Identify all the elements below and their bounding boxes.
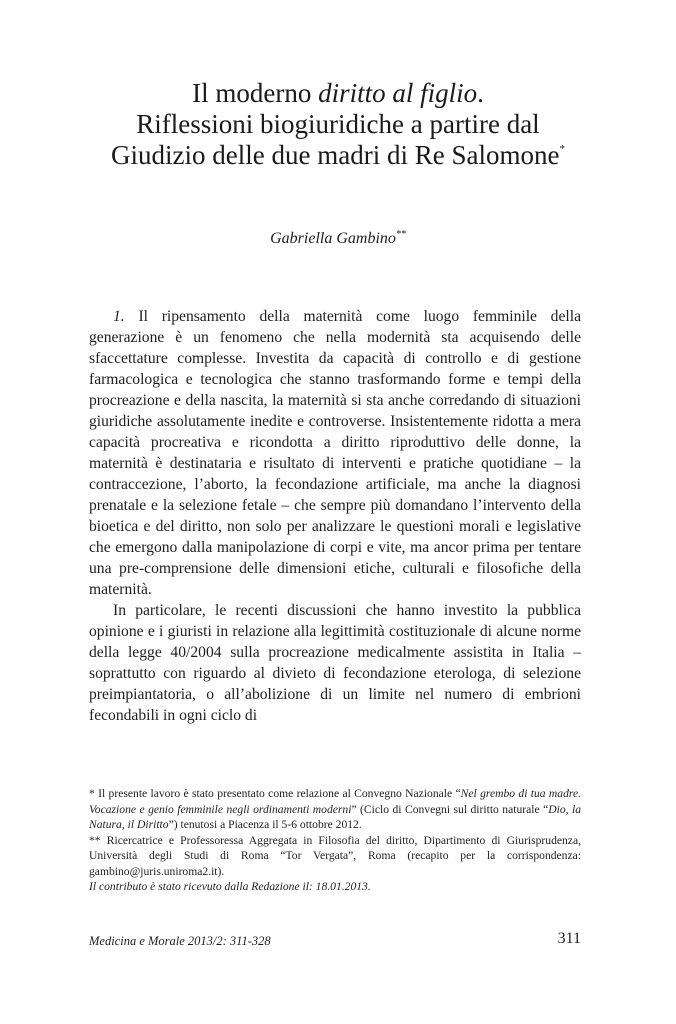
- author-name-text: Gabriella Gambino: [270, 230, 396, 247]
- body-text: [89, 306, 581, 726]
- footnote-1-text-b: ” (Ciclo di Convegni sul diritto naturale “: [351, 802, 549, 816]
- title-line-2: Riflessioni biogiuridiche a partire dal: [136, 109, 540, 139]
- section-number: 1.: [113, 308, 125, 325]
- footnote-2-text: Ricercatrice e Professoressa Aggregata in Filosofia del diritto, Dipartimento di Giurisprudenza, Università degli Studi di Roma “Tor Vergata”, Roma (recapito per la corrispondenza: gambino@juris.uniroma2.it).: [89, 833, 581, 878]
- footnote-1: [89, 786, 581, 833]
- paragraph-1-text: Il ripensamento della maternità come luogo femminile della generazione è un fenomeno che nella modernità sta acquisendo delle sfaccettature complesse. Investita da capacità di controllo e di gestione farmacologica e tecnologica che stanno trasformando forme e tempi della procreazione e della nascita, la maternità si sta anche corredando di situazioni giuridiche assolutamente inedite e controverse. Insistentemente ridotta a mera capacità procreativa e ricondotta a diritto riproduttivo delle donne, la maternità è destinataria e risultato di interventi e pratiche quotidiane – la contraccezione, l’aborto, la fecondazione artificiale, ma anche la diagnosi prenatale e la selezione fetale – che sempre più domandano l’intervento della bioetica e del diritto, non solo per analizzare le questioni morali e legislative che emergono dalla manipolazione di corpi e vite, ma ancor prima per tentare una pre-comprensione delle dimensioni etiche, culturali e filosofiche della maternità.: [89, 308, 581, 598]
- article-title: [60, 78, 616, 171]
- footnote-1-text-a: Il presente lavoro è stato presentato come relazione al Convegno Nazionale “: [94, 787, 461, 800]
- title-line-1: [60, 78, 616, 109]
- received-note: Il contributo è stato ricevuto dalla Redazione il: 18.01.2013.: [89, 880, 371, 893]
- title-line-1-prefix: Il moderno: [192, 78, 319, 108]
- footnote-2-mark: **: [89, 833, 101, 847]
- footnote-2: [89, 833, 581, 880]
- footnote-1-mark: *: [89, 787, 95, 800]
- title-line-1-suffix: .: [477, 78, 484, 108]
- author-footnote-mark: **: [395, 229, 406, 240]
- paragraph-1: [89, 306, 581, 600]
- footnote-1-text-c: ”) tenutosi a Piacenza il 5-6 ottobre 2012.: [168, 818, 362, 831]
- paragraph-2: In particolare, le recenti discussioni che hanno investito la pubblica opinione e i giuristi in relazione alla legittimità costituzionale di alcune norme della legge 40/2004 sulla procreazione medicalmente assistita in Italia – soprattutto con riguardo al divieto di fecondazione eterologa, di selezione preimpiantatoria, o all’abolizione di un limite nel numero di embrioni fecondabili in ogni ciclo di: [89, 602, 581, 724]
- title-footnote-mark: *: [559, 143, 565, 155]
- footnotes: [89, 786, 581, 895]
- author-name: [60, 229, 616, 249]
- title-line-3-text: Giudizio delle due madri di Re Salomone: [111, 140, 560, 170]
- footnote-1-italic-cycle: Dio, la Natura, il Diritto: [89, 802, 581, 831]
- footnote-1-italic-title: Nel grembo di tua madre. Vocazione e genio femminile negli ordinamenti moderni: [89, 787, 582, 816]
- title-line-3: [60, 140, 616, 171]
- page-number: 311: [557, 930, 581, 947]
- title-line-1-italic: diritto al figlio: [318, 78, 478, 108]
- journal-citation: Medicina e Morale 2013/2: 311-328: [89, 934, 271, 948]
